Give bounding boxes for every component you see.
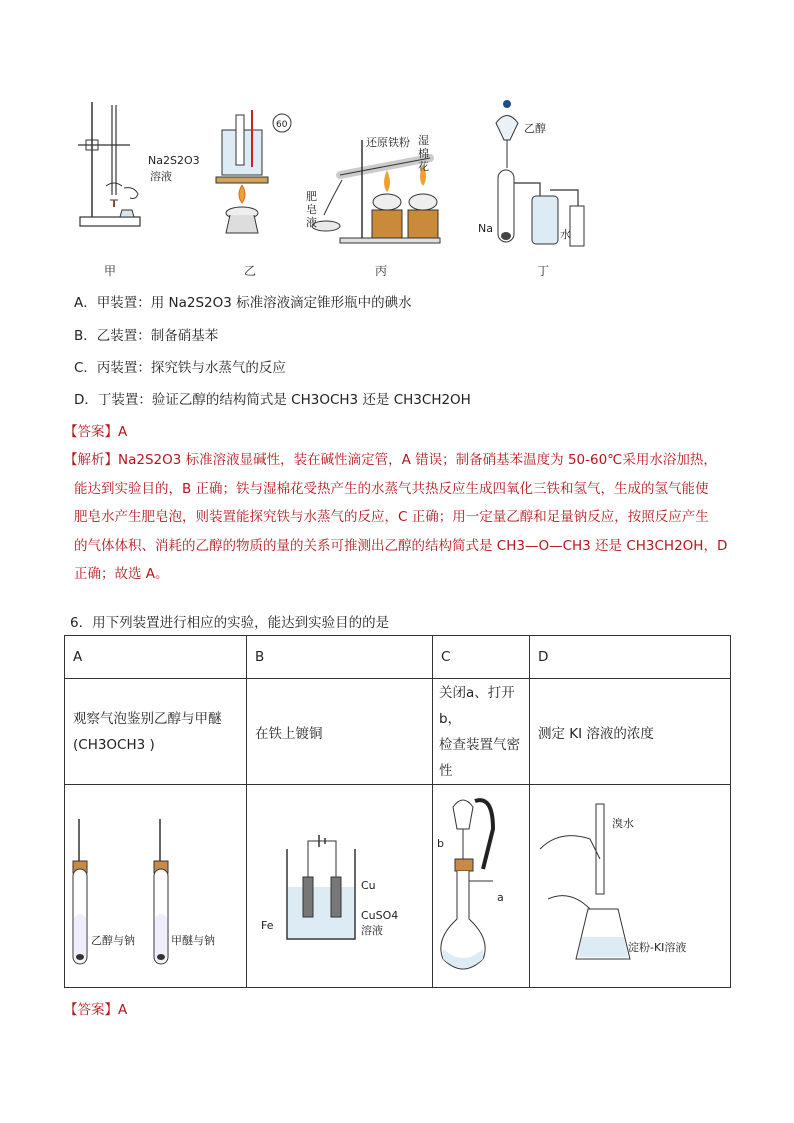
- analysis-line-3: 肥皂水产生肥皂泡，则装置能探究铁与水蒸气的反应，C 正确；用一定量乙醇和足量钠反应，按照反应产生: [74, 509, 709, 525]
- figure-jia-caption: 甲: [104, 264, 117, 278]
- header-c: C: [433, 636, 530, 679]
- option-a: A．甲装置：用 Na2S2O3 标准溶液滴定锥形瓶中的碘水: [74, 295, 412, 311]
- header-d: D: [530, 636, 731, 679]
- purpose-c: [433, 679, 530, 785]
- purpose-c-line-2: 检查装置气密: [439, 736, 520, 753]
- b-cu-label: Cu: [361, 879, 376, 892]
- analysis-line-5: 正确；故选 A。: [74, 566, 169, 582]
- purpose-a: [65, 679, 247, 785]
- purpose-a-line-2: (CH3OCH3 ): [73, 736, 155, 753]
- figure-jia-titration: [70, 100, 200, 240]
- b-cuso4-label: CuSO4: [361, 909, 399, 922]
- figure-yi-water-bath: [212, 105, 302, 240]
- option-c: C．丙装置：探究铁与水蒸气的反应: [74, 360, 286, 376]
- q6-stem: 6．用下列装置进行相应的实验，能达到实验目的的是: [70, 615, 390, 631]
- purpose-d: 测定 KI 溶液的浓度: [530, 679, 731, 785]
- a-tube1-label: 乙醇与钠: [91, 934, 135, 947]
- purpose-c-line-3: 性: [439, 762, 453, 779]
- d-ki-label: 淀粉-KI溶液: [628, 941, 687, 954]
- yi-thermo-label: 60: [276, 120, 288, 130]
- q6-table: [64, 635, 731, 988]
- apparatus-d: [530, 785, 731, 988]
- figure-bing-iron-steam: [300, 130, 460, 245]
- purpose-a-line-1: 观察气泡鉴别乙醇与甲醚: [73, 710, 222, 727]
- purpose-c-line-1: 关闭a、打开b，: [439, 684, 515, 727]
- option-b: B．乙装置：制备硝基苯: [74, 328, 219, 344]
- b-fe-label: Fe: [261, 919, 274, 932]
- q5-analysis: [64, 446, 734, 589]
- bing-soap-label-1: 肥: [306, 190, 317, 203]
- apparatus-a: [65, 785, 247, 988]
- analysis-line-2: 能达到实验目的，B 正确；铁与湿棉花受热产生的水蒸气共热反应生成四氧化三铁和氢气，生成的氢气能使: [74, 480, 709, 497]
- b-solution-label: 溶液: [361, 924, 383, 937]
- bing-iron-label: 还原铁粉: [366, 136, 410, 149]
- apparatus-c-figure: [433, 789, 529, 979]
- figure-bing-caption: 丙: [375, 264, 388, 278]
- c-a-label: a: [497, 891, 504, 904]
- bing-cotton-label-3: 花: [418, 160, 429, 173]
- purpose-b: 在铁上镀铜: [247, 679, 433, 785]
- ding-water-label: 水: [560, 228, 571, 241]
- header-a: A: [65, 636, 247, 679]
- apparatus-a-figure: [65, 789, 245, 979]
- bing-soap-label-3: 液: [306, 216, 317, 229]
- ding-ethanol-label: 乙醇: [524, 122, 546, 135]
- option-d: D．丁装置：验证乙醇的结构简式是 CH3OCH3 还是 CH3CH2OH: [74, 392, 471, 408]
- bing-soap-label-2: 皂: [306, 203, 317, 216]
- bing-cotton-label-2: 棉: [418, 147, 429, 160]
- figure-ding-ethanol-sodium: [470, 98, 600, 248]
- q6-answer: 【答案】A: [64, 1002, 128, 1018]
- q5-answer: 【答案】A: [64, 424, 128, 440]
- apparatus-b-figure: [247, 789, 431, 979]
- apparatus-d-figure: [530, 789, 730, 979]
- jia-reagent-label-2: 溶液: [150, 170, 172, 183]
- apparatus-b: [247, 785, 433, 988]
- bing-cotton-label-1: 湿: [418, 134, 429, 147]
- a-tube2-label: 甲醚与钠: [171, 934, 215, 947]
- c-b-label: b: [437, 837, 444, 850]
- jia-reagent-label: Na2S2O3: [148, 154, 200, 167]
- analysis-line-4: 的气体体积、消耗的乙醇的物质的量的关系可推测出乙醇的结构简式是 CH3—O—CH3 还是 CH3CH2OH，D: [74, 537, 728, 554]
- figure-yi-caption: 乙: [244, 264, 257, 278]
- d-bromine-label: 溴水: [612, 817, 634, 830]
- analysis-line-1: 【解析】Na2S2O3 标准溶液显碱性，装在碱性滴定管，A 错误；制备硝基苯温度为 50-60℃采用水浴加热，: [64, 452, 717, 468]
- figure-ding-caption: 丁: [537, 264, 550, 278]
- header-b: B: [247, 636, 433, 679]
- ding-na-label: Na: [478, 222, 493, 235]
- apparatus-c: [433, 785, 530, 988]
